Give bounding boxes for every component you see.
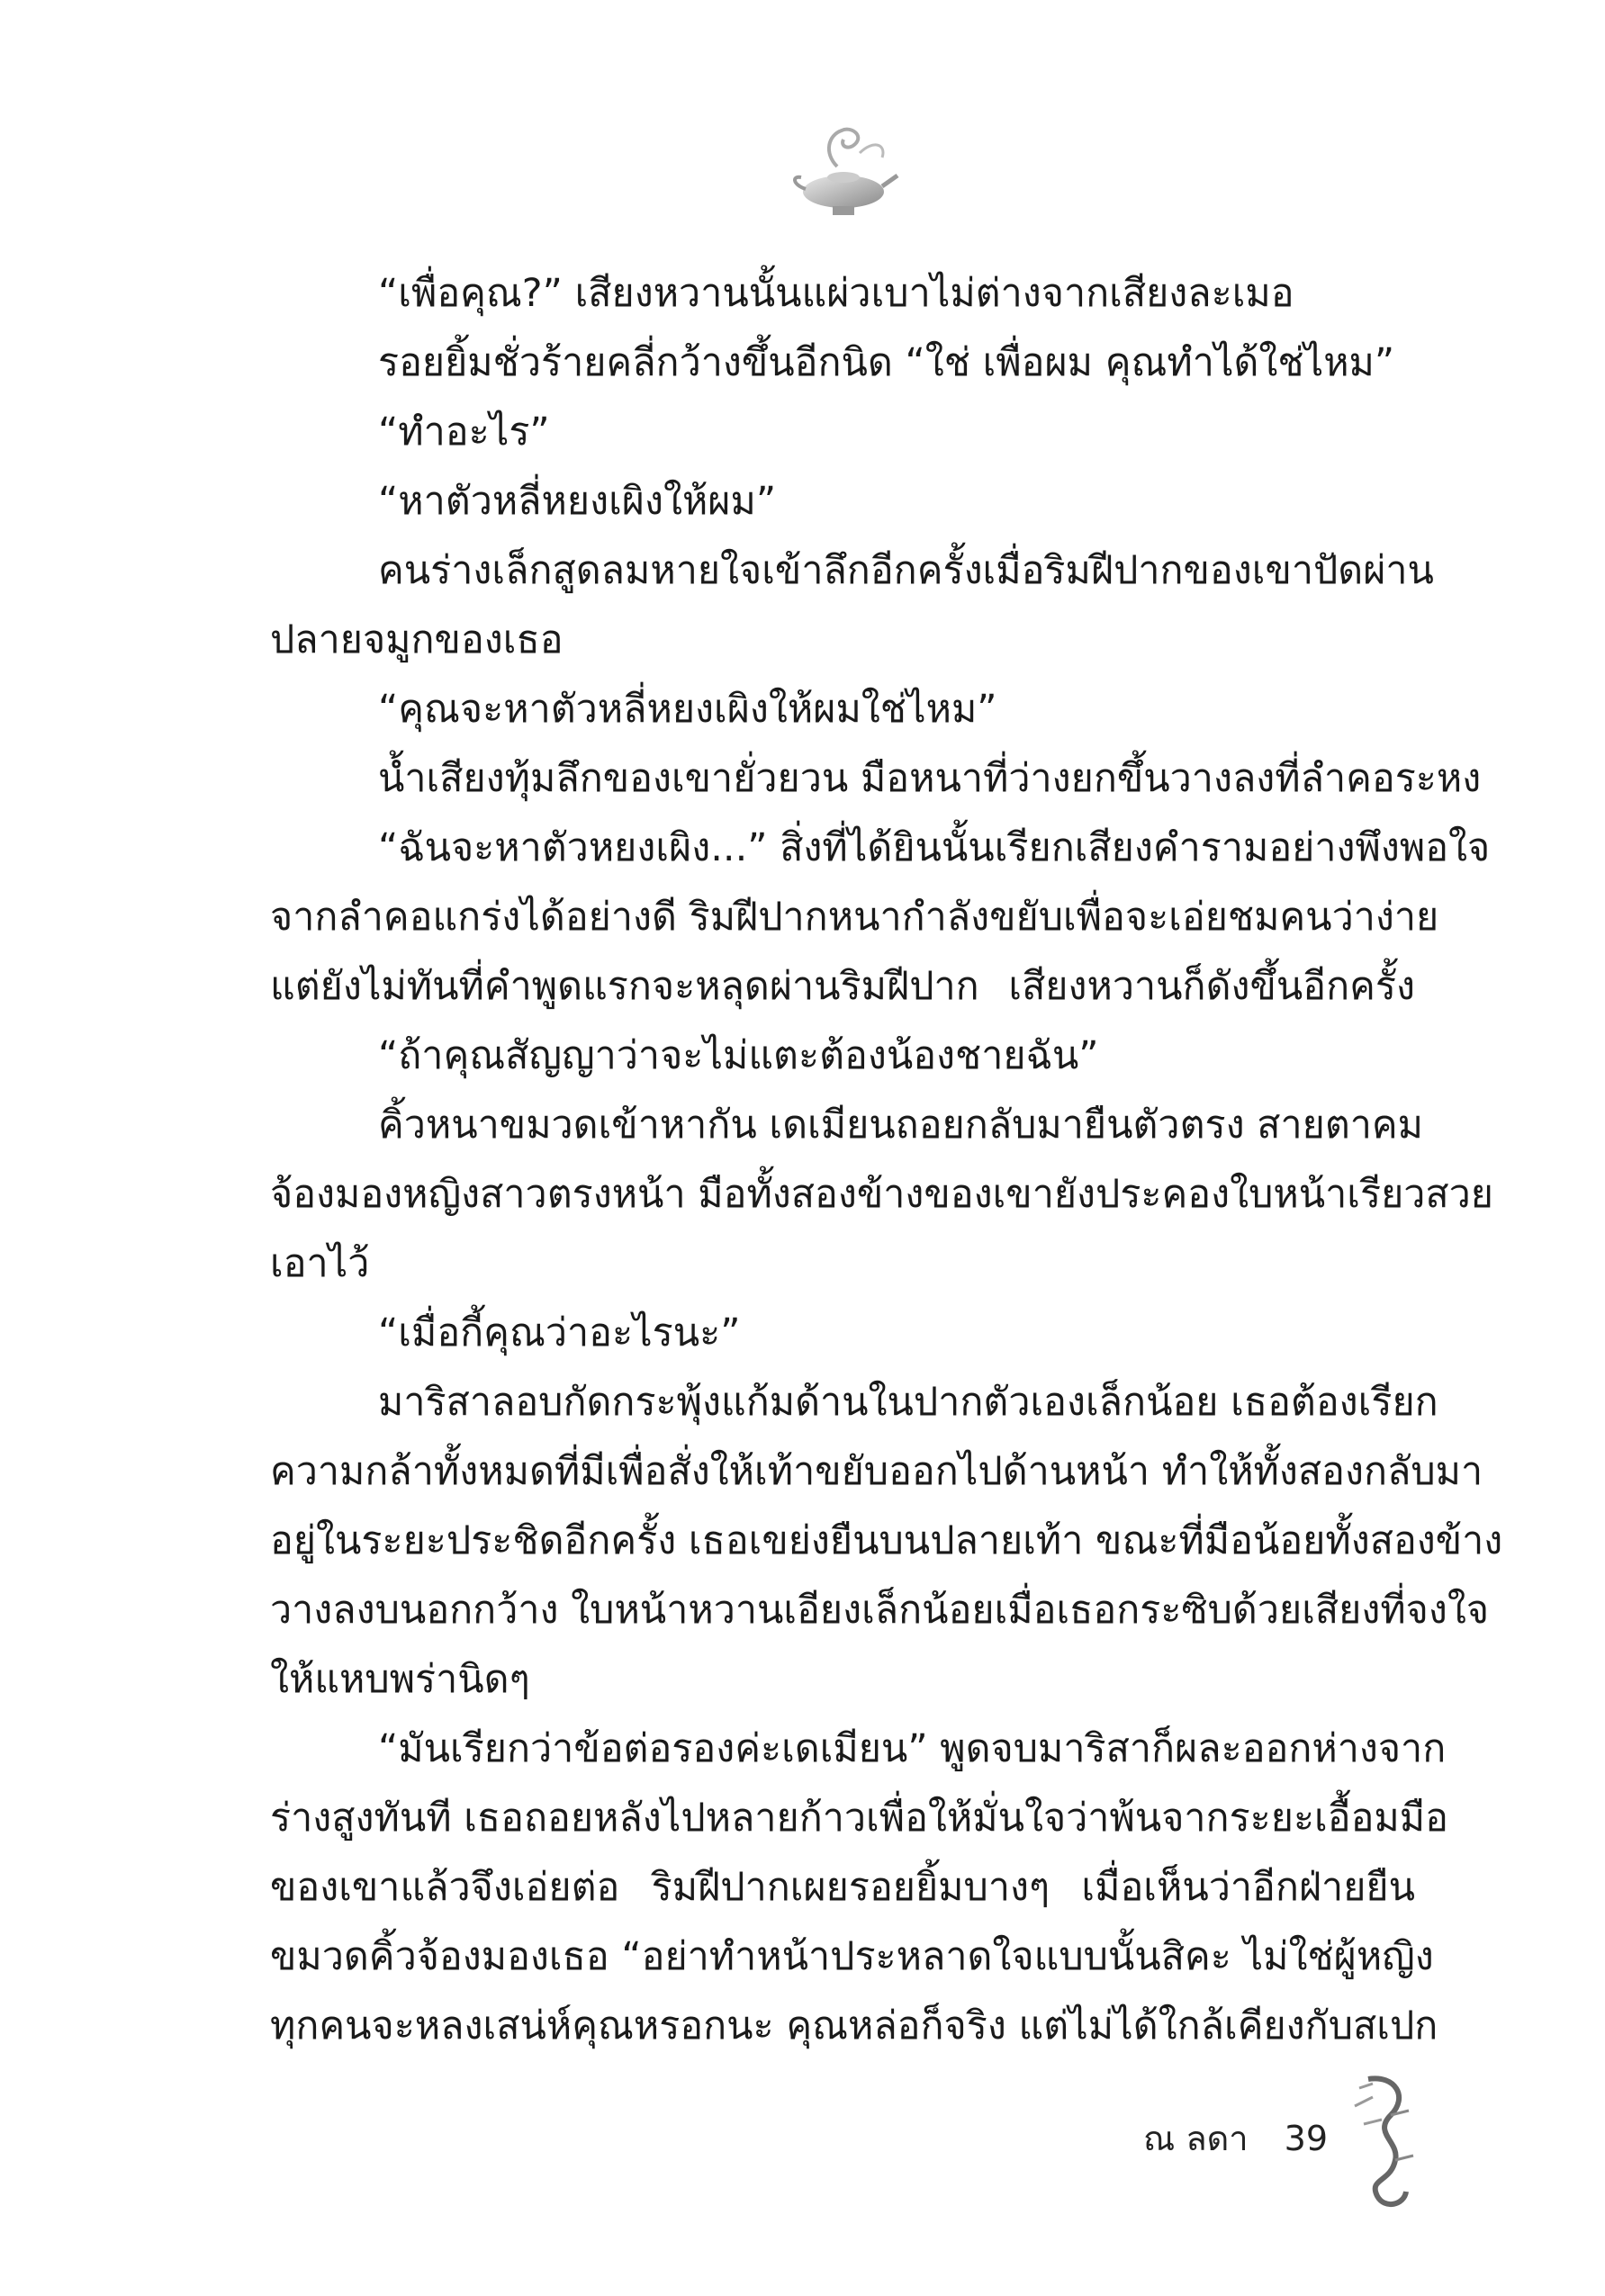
text-line: ทุกคนจะหลงเสน่ห์คุณหรอกนะ คุณหล่อก็จริง แต่ไม่ได้ใกล้เคียงกับสเปก (270, 2003, 1438, 2048)
text-line: “หาตัวหลี่หยงเผิงให้ผม” (378, 479, 777, 524)
text-line: คนร่างเล็กสูดลมหายใจเข้าลึกอีกครั้งเมื่อริมฝีปากของเขาปัดผ่าน (378, 548, 1434, 593)
text-line: “มันเรียกว่าข้อต่อรองค่ะเดเมียน” พูดจบมาริสาก็ผละออกห่างจาก (378, 1726, 1447, 1771)
text-line: ของเขาแล้วจึงเอ่ยต่อ ริมฝีปากเผยรอยยิ้มบางๆ เมื่อเห็นว่าอีกฝ่ายยืน (270, 1865, 1415, 1910)
text-line: รอยยิ้มชั่วร้ายคลี่กว้างขึ้นอีกนิด “ใช่ เพื่อผม คุณทำได้ใช่ไหม” (378, 340, 1395, 385)
text-line: ความกล้าทั้งหมดที่มีเพื่อสั่งให้เท้าขยับออกไปด้านหน้า ทำให้ทั้งสองกลับมา (270, 1449, 1483, 1494)
text-line: “คุณจะหาตัวหลี่หยงเผิงให้ผมใช่ไหม” (378, 687, 997, 732)
text-line: ร่างสูงทันที เธอถอยหลังไปหลายก้าวเพื่อให้มั่นใจว่าพ้นจากระยะเอื้อมมือ (270, 1796, 1448, 1841)
body-text (270, 259, 1503, 2061)
text-line: จ้องมองหญิงสาวตรงหน้า มือทั้งสองข้างของเขายังประคองใบหน้าเรียวสวย (270, 1172, 1493, 1217)
text-line: ขมวดคิ้วจ้องมองเธอ “อย่าทำหน้าประหลาดใจแบบนั้นสิคะ ไม่ใช่ผู้หญิง (270, 1934, 1434, 1979)
text-line: ปลายจมูกของเธอ (270, 617, 564, 662)
text-line: น้ำเสียงทุ้มลึกของเขายั่วยวน มือหนาที่ว่างยกขึ้นวางลงที่ลำคอระหง (378, 756, 1482, 801)
text-line: ให้แหบพร่านิดๆ (270, 1657, 530, 1702)
page-footer (1143, 2111, 1328, 2165)
text-line: “ทำอะไร” (378, 410, 550, 455)
dragon-ornament-icon (1341, 2070, 1422, 2214)
text-line: มาริสาลอบกัดกระพุ้งแก้มด้านในปากตัวเองเล็กน้อย เธอต้องเรียก (378, 1380, 1438, 1425)
text-line: แต่ยังไม่ทันที่คำพูดแรกจะหลุดผ่านริมฝีปาก เสียงหวานก็ดังขึ้นอีกครั้ง (270, 964, 1415, 1009)
lamp-ornament-icon (788, 113, 900, 225)
text-line: คิ้วหนาขมวดเข้าหากัน เดเมียนถอยกลับมายืนตัวตรง สายตาคม (378, 1103, 1424, 1148)
text-line: เอาไว้ (270, 1241, 370, 1286)
author-name: ณ ลดา (1143, 2119, 1249, 2158)
text-line: “เพื่อคุณ?” เสียงหวานนั้นแผ่วเบาไม่ต่างจากเสียงละเมอ (378, 271, 1294, 316)
text-line: “ถ้าคุณสัญญาว่าจะไม่แตะต้องน้องชายฉัน” (378, 1033, 1099, 1078)
text-line: “ฉันจะหาตัวหยงเผิง...” สิ่งที่ได้ยินนั้นเรียกเสียงคำรามอย่างพึงพอใจ (378, 825, 1491, 870)
text-line: วางลงบนอกกว้าง ใบหน้าหวานเอียงเล็กน้อยเมื่อเธอกระซิบด้วยเสียงที่จงใจ (270, 1588, 1490, 1633)
text-line: อยู่ในระยะประชิดอีกครั้ง เธอเขย่งยืนบนปลายเท้า ขณะที่มือน้อยทั้งสองข้าง (270, 1518, 1503, 1563)
text-line: “เมื่อกี้คุณว่าอะไรนะ” (378, 1310, 741, 1355)
text-line: จากลำคอแกร่งได้อย่างดี ริมฝีปากหนากำลังขยับเพื่อจะเอ่ยชมคนว่าง่าย (270, 895, 1439, 940)
page-number: 39 (1284, 2119, 1328, 2158)
